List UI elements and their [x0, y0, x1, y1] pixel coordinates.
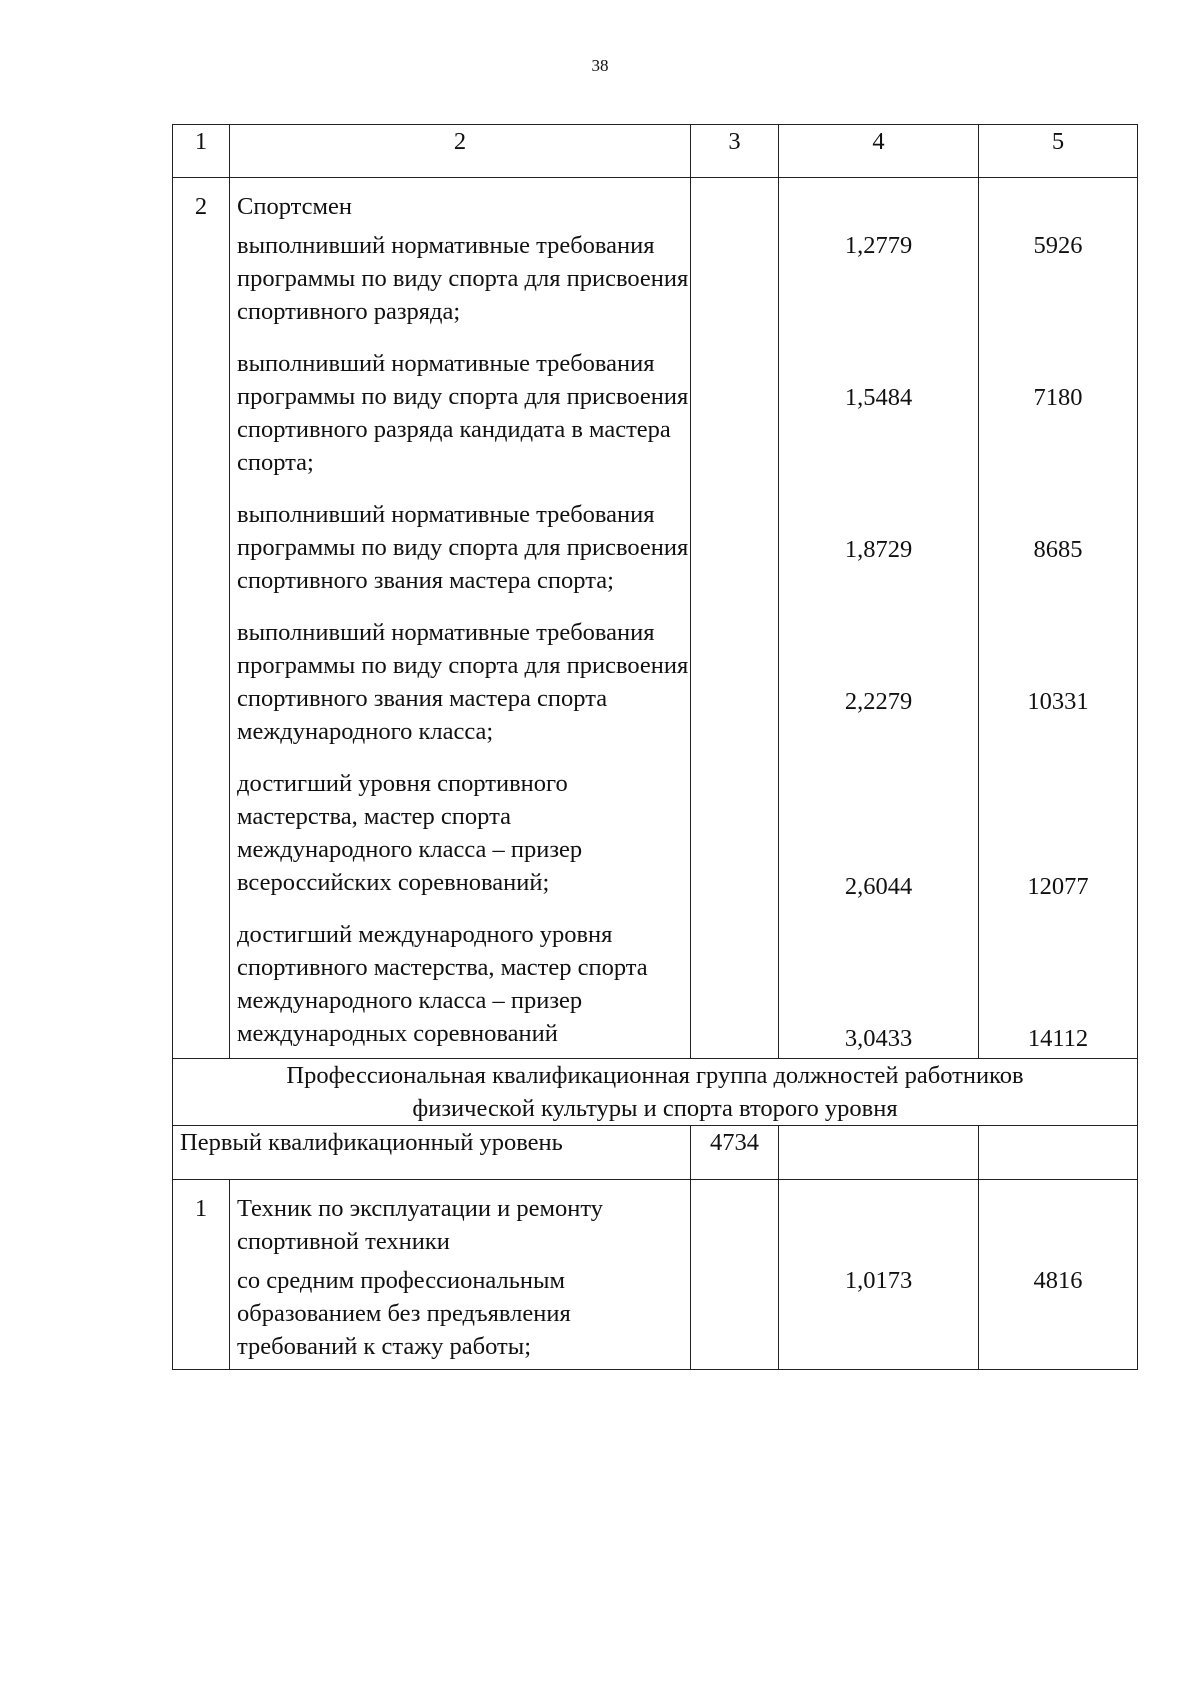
qualification-level-base: 4734: [691, 1126, 779, 1180]
coefficient-value: 1,0173: [844, 1267, 913, 1294]
position-title: Спортсмен: [237, 193, 352, 220]
coefficient-value: 2,2279: [844, 688, 913, 715]
row-index: 2: [173, 178, 230, 1059]
empty-cell: [979, 1126, 1138, 1180]
salary-table: [172, 124, 1138, 1370]
empty-cell: [691, 178, 779, 1059]
salary-cell: [979, 1180, 1138, 1370]
position-requirement: достигший уровня спортивного мастерства, мастер спорта международного класса – призер всероссийских соревнований;: [237, 770, 583, 896]
salary-value: 14112: [1027, 1025, 1089, 1052]
coefficient-cell: [779, 1180, 979, 1370]
position-requirement: достигший международного уровня спортивного мастерства, мастер спорта международного класса – призер международных соревнований: [237, 921, 648, 1047]
page-number: 38: [591, 56, 609, 75]
empty-cell: [691, 1180, 779, 1370]
section-title-line: физической культуры и спорта второго уровня: [412, 1095, 898, 1122]
section-header-row: [173, 1059, 1138, 1126]
coefficient-value: 2,6044: [844, 873, 913, 900]
row-index: 1: [173, 1180, 230, 1370]
empty-cell: [779, 1126, 979, 1180]
header-col-1: 1: [173, 125, 230, 178]
coefficient-value: 1,8729: [844, 536, 913, 563]
position-requirement: со средним профессиональным образованием без предъявления требований к стажу работы;: [237, 1267, 571, 1360]
table-header-row: [173, 125, 1138, 178]
salary-value: 5926: [1033, 232, 1083, 259]
salary-value: 7180: [1033, 384, 1083, 411]
position-requirement: выполнивший нормативные требования программы по виду спорта для присвоения спортивного звания мастера спорта международного класса;: [237, 619, 689, 745]
position-title: Техник по эксплуатации и ремонту спортивной техники: [237, 1195, 603, 1255]
salary-value: 4816: [1033, 1267, 1083, 1294]
position-requirement: выполнивший нормативные требования программы по виду спорта для присвоения спортивного разряда кандидата в мастера спорта;: [237, 350, 689, 476]
coefficient-value: 1,2779: [844, 232, 913, 259]
table-row-sportsman: [173, 178, 1138, 1059]
section-title-line: Профессиональная квалификационная группа должностей работников: [286, 1062, 1024, 1089]
section-title: [173, 1059, 1138, 1126]
coefficient-value: 1,5484: [844, 384, 913, 411]
salary-value: 12077: [1027, 873, 1089, 900]
position-cell: [230, 1180, 691, 1370]
salary-cell: [979, 178, 1138, 1059]
table-row-technician: [173, 1180, 1138, 1370]
salary-value: 8685: [1033, 536, 1083, 563]
salary-value: 10331: [1027, 688, 1089, 715]
qualification-level-row: [173, 1126, 1138, 1180]
header-col-4: 4: [779, 125, 979, 178]
coefficient-cell: [779, 178, 979, 1059]
header-col-3: 3: [691, 125, 779, 178]
qualification-level-label: Первый квалификационный уровень: [173, 1126, 691, 1180]
coefficient-value: 3,0433: [844, 1025, 913, 1052]
position-cell: [230, 178, 691, 1059]
position-requirement: выполнивший нормативные требования программы по виду спорта для присвоения спортивного звания мастера спорта;: [237, 501, 689, 594]
header-col-5: 5: [979, 125, 1138, 178]
position-requirement: выполнивший нормативные требования программы по виду спорта для присвоения спортивного разряда;: [237, 232, 689, 325]
header-col-2: 2: [230, 125, 691, 178]
